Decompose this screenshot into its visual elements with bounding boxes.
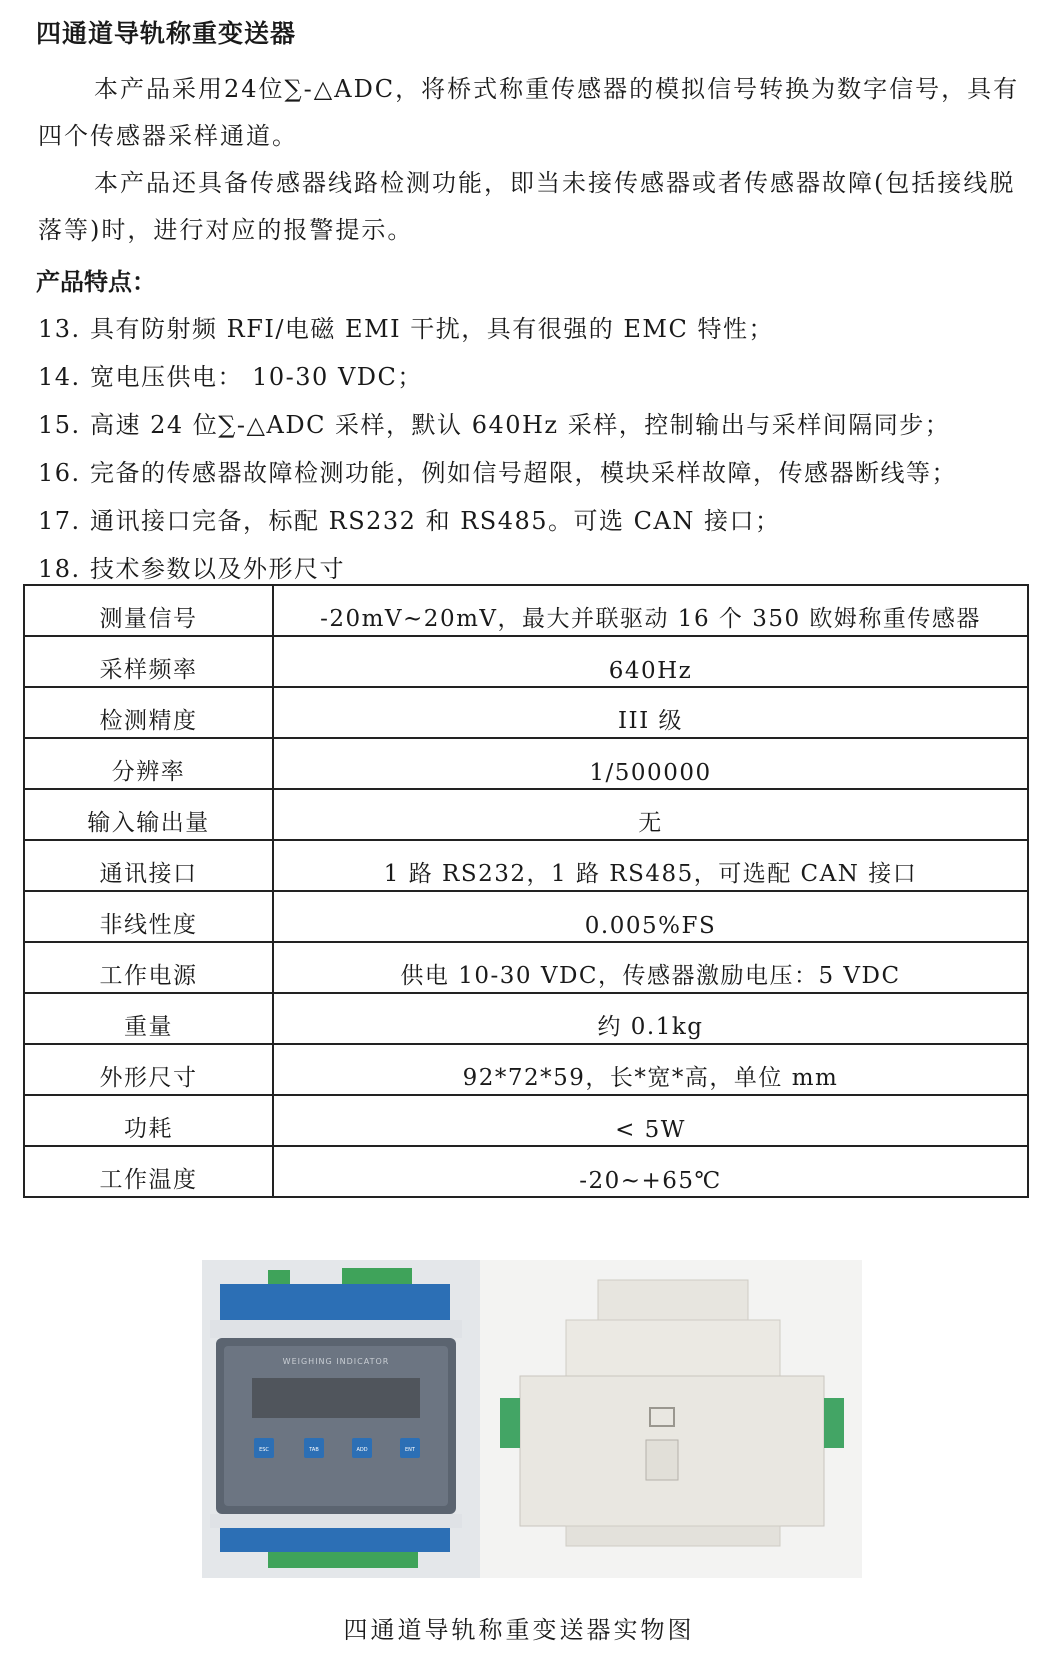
spec-value: 供电 10-30 VDC，传感器激励电压：5 VDC — [273, 942, 1028, 993]
feature-number: 15. — [38, 411, 81, 439]
device-back-illustration — [480, 1260, 862, 1578]
feature-text: 高速 24 位∑-△ADC 采样，默认 640Hz 采样，控制输出与采样间隔同步； — [90, 411, 951, 439]
tab-button-label: TAB — [309, 1447, 319, 1453]
feature-item — [38, 401, 1033, 449]
spec-key: 工作温度 — [24, 1146, 273, 1197]
table-row — [24, 738, 1028, 789]
spec-key: 重量 — [24, 993, 273, 1044]
feature-text: 技术参数以及外形尺寸 — [90, 555, 345, 583]
spec-key: 通讯接口 — [24, 840, 273, 891]
spec-value: 0.005%FS — [273, 891, 1028, 942]
table-row — [24, 840, 1028, 891]
spec-value: 无 — [273, 789, 1028, 840]
photo-caption: 四通道导轨称重变送器实物图 — [343, 1616, 695, 1644]
table-row — [24, 942, 1028, 993]
terminal-block — [342, 1268, 412, 1284]
table-row — [24, 1146, 1028, 1197]
table-row — [24, 687, 1028, 738]
spec-key: 功耗 — [24, 1095, 273, 1146]
table-row — [24, 1095, 1028, 1146]
photo-front-view — [202, 1260, 480, 1578]
intro-paragraph-2: 本产品还具备传感器线路检测功能，即当未接传感器或者传感器故障(包括接线脱落等)时，进行对应的报警提示。 — [38, 169, 1016, 244]
spec-value: -20~+65℃ — [273, 1146, 1028, 1197]
table-row — [24, 585, 1028, 636]
photo-back-view — [480, 1260, 862, 1578]
spec-value: 1/500000 — [273, 738, 1028, 789]
product-photo — [202, 1260, 862, 1578]
spec-value: 640Hz — [273, 636, 1028, 687]
spec-value: 1 路 RS232，1 路 RS485，可选配 CAN 接口 — [273, 840, 1028, 891]
spec-key: 工作电源 — [24, 942, 273, 993]
terminal-block — [500, 1398, 520, 1448]
feature-number: 18. — [38, 555, 81, 583]
feature-text: 宽电压供电： 10-30 VDC； — [90, 363, 423, 391]
spec-key: 检测精度 — [24, 687, 273, 738]
feature-number: 16. — [38, 459, 81, 487]
feature-item — [38, 497, 1033, 545]
table-row — [24, 993, 1028, 1044]
terminal-block — [268, 1552, 418, 1568]
intro-paragraph-1: 本产品采用24位∑-△ADC，将桥式称重传感器的模拟信号转换为数字信号，具有四个传感器采样通道。 — [38, 75, 1020, 150]
spec-table — [23, 584, 1029, 1198]
feature-text: 具有防射频 RFI/电磁 EMI 干扰，具有很强的 EMC 特性； — [90, 315, 774, 343]
table-row — [24, 636, 1028, 687]
device-front-illustration — [202, 1260, 480, 1578]
housing-bottom — [220, 1528, 450, 1552]
spec-key: 输入输出量 — [24, 789, 273, 840]
feature-number: 13. — [38, 315, 81, 343]
spec-value: 92*72*59，长*宽*高，单位 mm — [273, 1044, 1028, 1095]
feature-number: 14. — [38, 363, 81, 391]
feature-item — [38, 449, 1033, 497]
feature-text: 完备的传感器故障检测功能，例如信号超限，模块采样故障，传感器断线等； — [90, 459, 957, 487]
spec-key: 分辨率 — [24, 738, 273, 789]
table-row — [24, 891, 1028, 942]
table-row — [24, 789, 1028, 840]
features-heading: 产品特点： — [36, 268, 156, 296]
ent-button-label: ENT — [405, 1447, 415, 1453]
add-button-label: ADD — [356, 1447, 368, 1453]
front-label: WEIGHING INDICATOR — [282, 1357, 390, 1366]
terminal-block — [268, 1270, 290, 1284]
feature-item — [38, 353, 1033, 401]
housing-top — [220, 1284, 450, 1320]
spec-key: 测量信号 — [24, 585, 273, 636]
spec-key: 采样频率 — [24, 636, 273, 687]
spec-value: III 级 — [273, 687, 1028, 738]
spec-value: -20mV~20mV，最大并联驱动 16 个 350 欧姆称重传感器 — [273, 585, 1028, 636]
esc-button-label: ESC — [259, 1447, 269, 1453]
spec-key: 外形尺寸 — [24, 1044, 273, 1095]
terminal-block — [824, 1398, 844, 1448]
spec-value: < 5W — [273, 1095, 1028, 1146]
spec-value: 约 0.1kg — [273, 993, 1028, 1044]
feature-text: 通讯接口完备，标配 RS232 和 RS485。可选 CAN 接口； — [90, 507, 781, 535]
document-title: 四通道导轨称重变送器 — [36, 19, 297, 48]
table-row — [24, 1044, 1028, 1095]
feature-number: 17. — [38, 507, 81, 535]
spec-key: 非线性度 — [24, 891, 273, 942]
features-list — [38, 305, 1033, 593]
display-window — [252, 1378, 420, 1418]
feature-item — [38, 305, 1033, 353]
